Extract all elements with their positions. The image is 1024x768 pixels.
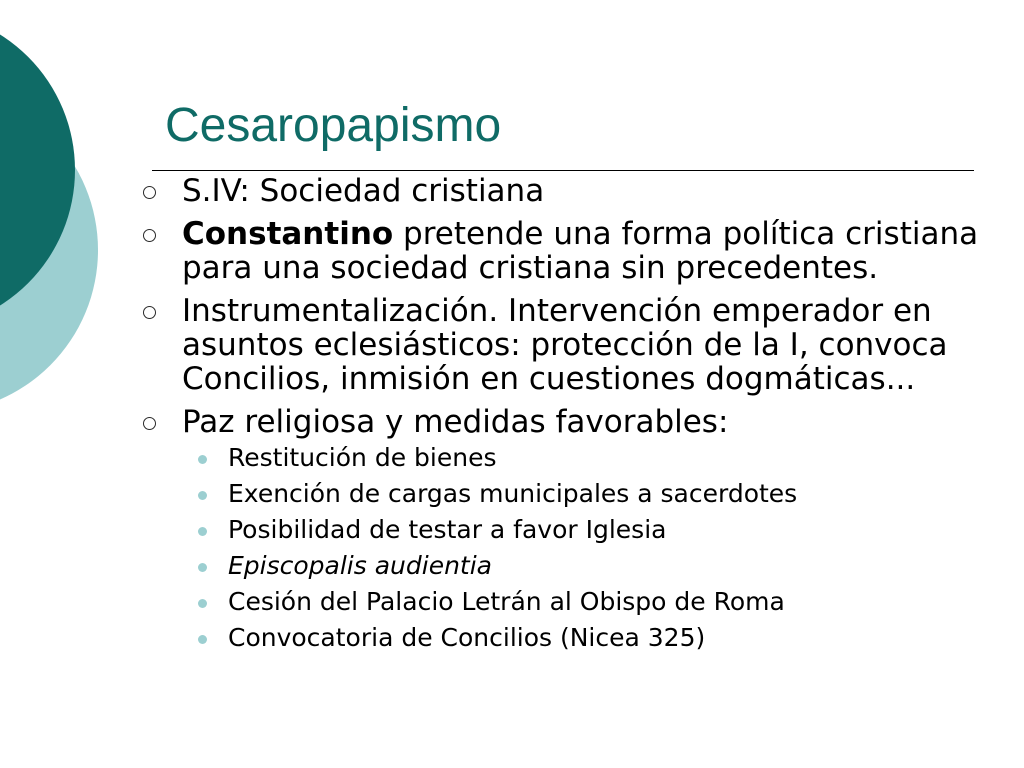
sub-bullet-item bbox=[140, 443, 990, 473]
sub-bullet-text: Convocatoria de Concilios (Nicea 325) bbox=[228, 623, 706, 652]
bullet-text: Paz religiosa y medidas favorables: bbox=[182, 404, 729, 440]
filled-dot-bullet-icon bbox=[198, 635, 207, 644]
sub-bullet-item bbox=[140, 479, 990, 509]
sub-bullet-text: Posibilidad de testar a favor Iglesia bbox=[228, 515, 667, 544]
sub-bullet-text: Cesión del Palacio Letrán al Obispo de Roma bbox=[228, 587, 785, 616]
filled-dot-bullet-icon bbox=[198, 599, 207, 608]
title-divider bbox=[152, 170, 974, 171]
filled-dot-bullet-icon bbox=[198, 563, 207, 572]
bullet-item bbox=[140, 405, 990, 439]
sub-bullet-item bbox=[140, 623, 990, 653]
bullet-text: S.IV: Sociedad cristiana bbox=[182, 173, 545, 209]
bullet-list bbox=[140, 174, 990, 659]
bullet-text: Instrumentalización. Intervención emperador en asuntos eclesiásticos: protección de la I, convoca Concilios, inmisión en cuestiones dogmáticas... bbox=[182, 293, 948, 397]
decorative-circles bbox=[0, 0, 110, 420]
hollow-circle-bullet-icon bbox=[143, 186, 156, 199]
filled-dot-bullet-icon bbox=[198, 527, 207, 536]
bullet-item bbox=[140, 217, 990, 285]
bullet-bold-text: Constantino bbox=[182, 216, 394, 252]
hollow-circle-bullet-icon bbox=[143, 417, 156, 430]
hollow-circle-bullet-icon bbox=[143, 229, 156, 242]
bullet-item bbox=[140, 174, 990, 208]
bullet-item bbox=[140, 294, 990, 396]
sub-bullet-item bbox=[140, 551, 990, 581]
sub-bullet-text: Restitución de bienes bbox=[228, 443, 497, 472]
filled-dot-bullet-icon bbox=[198, 455, 207, 464]
filled-dot-bullet-icon bbox=[198, 491, 207, 500]
sub-bullet-text: Exención de cargas municipales a sacerdotes bbox=[228, 479, 798, 508]
bullet-text: pretende una forma política cristiana para una sociedad cristiana sin precedentes. bbox=[182, 216, 979, 286]
slide-title: Cesaropapismo bbox=[165, 99, 502, 152]
hollow-circle-bullet-icon bbox=[143, 306, 156, 319]
sub-bullet-item bbox=[140, 587, 990, 617]
sub-bullet-item bbox=[140, 515, 990, 545]
sub-bullet-italic-text: Episcopalis audientia bbox=[228, 551, 493, 580]
